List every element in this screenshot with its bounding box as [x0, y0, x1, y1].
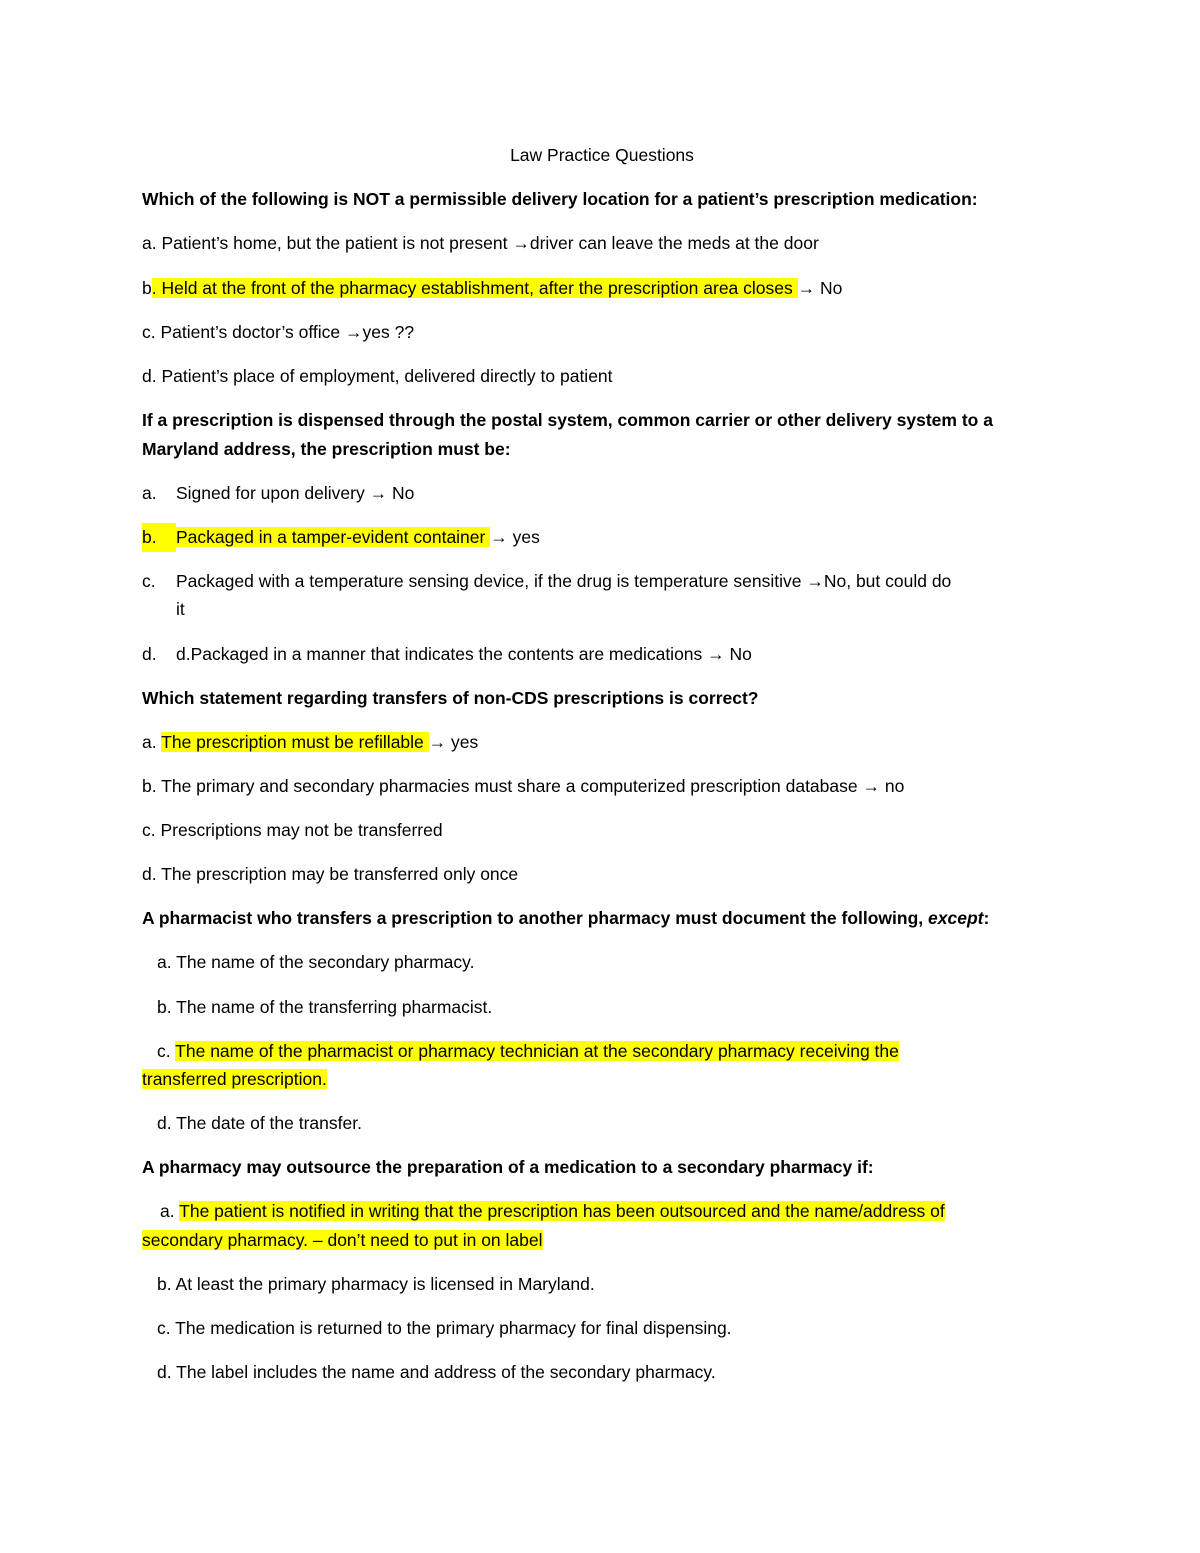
- option-label: b.: [142, 776, 157, 796]
- option-label: a.: [157, 952, 172, 972]
- option-note: yes ??: [362, 322, 415, 342]
- highlighted-answer: The name of the pharmacist or pharmacy technician at the secondary pharmacy receiving the: [175, 1041, 899, 1061]
- option-note: No: [387, 483, 415, 503]
- q2-option-b: [142, 523, 540, 552]
- option-label: d.: [142, 366, 157, 386]
- highlighted-answer: The prescription must be refillable: [161, 732, 429, 752]
- highlighted-answer: The patient is notified in writing that the prescription has been outsourced and the name/address of: [179, 1201, 945, 1221]
- highlighted-answer: . Held at the front of the pharmacy establishment, after the prescription area closes: [151, 278, 798, 298]
- q5-option-a: [160, 1197, 945, 1226]
- option-note: driver can leave the meds at the door: [529, 233, 819, 253]
- q4-option-b: [157, 993, 492, 1022]
- option-label: d.: [142, 864, 157, 884]
- arrow-icon: →: [369, 483, 388, 503]
- question-2-prompt-line1: If a prescription is dispensed through the postal system, common carrier or other delivery system to a: [142, 410, 993, 430]
- option-label: c.: [157, 1318, 171, 1338]
- page-title: Law Practice Questions: [510, 145, 694, 165]
- option-text: Signed for upon delivery: [176, 483, 370, 503]
- question-3-prompt: Which statement regarding transfers of non-CDS prescriptions is correct?: [142, 688, 759, 708]
- arrow-icon: →: [428, 732, 447, 752]
- q2-option-c: [142, 567, 951, 596]
- q4-option-c: [157, 1037, 899, 1066]
- option-label: c.: [142, 820, 156, 840]
- option-label: b.: [142, 523, 176, 552]
- option-text: The date of the transfer.: [176, 1113, 362, 1133]
- option-text: The primary and secondary pharmacies must share a computerized prescription database: [161, 776, 863, 796]
- option-text: Patient’s home, but the patient is not present: [161, 233, 513, 253]
- arrow-icon: →: [806, 571, 824, 591]
- arrow-icon: →: [512, 233, 530, 253]
- option-label: d.: [157, 1113, 172, 1133]
- option-label: c.: [142, 571, 156, 591]
- q3-option-b: [142, 772, 904, 801]
- highlighted-answer-continued: secondary pharmacy. – don’t need to put in on label: [142, 1230, 543, 1250]
- q3-option-c: [142, 816, 443, 845]
- highlighted-answer-continued: transferred prescription.: [142, 1069, 327, 1089]
- q2-option-d: [142, 640, 752, 669]
- option-note: yes: [507, 527, 540, 547]
- option-note: No, but could do: [823, 571, 952, 591]
- q5-option-b: [157, 1270, 595, 1299]
- option-text: The label includes the name and address of the secondary pharmacy.: [176, 1362, 716, 1382]
- question-2-prompt-line2: Maryland address, the prescription must be:: [142, 439, 511, 459]
- option-note: No: [815, 278, 843, 298]
- q3-option-d: [142, 860, 518, 889]
- arrow-icon: →: [797, 278, 816, 298]
- q1-option-c: [142, 318, 414, 347]
- option-text: The name of the transferring pharmacist.: [176, 997, 493, 1017]
- highlighted-answer: Packaged in a tamper-evident container: [176, 527, 491, 547]
- q2-option-c-continued: it: [176, 599, 185, 619]
- prompt-end: :: [983, 908, 990, 928]
- option-label: a.: [142, 732, 157, 752]
- option-text: Patient’s doctor’s office: [160, 322, 346, 342]
- option-text: Patient’s place of employment, delivered directly to patient: [161, 366, 613, 386]
- prompt-italic: except: [928, 908, 984, 928]
- q3-option-a: [142, 728, 478, 757]
- option-text: The medication is returned to the primary pharmacy for final dispensing.: [175, 1318, 732, 1338]
- option-label: a.: [142, 483, 157, 503]
- q5-option-a-continued: [142, 1226, 543, 1255]
- prompt-text: A pharmacist who transfers a prescription to another pharmacy must document the following,: [142, 908, 929, 928]
- q5-option-c: [157, 1314, 732, 1343]
- arrow-icon: →: [345, 322, 363, 342]
- option-label: d.: [157, 1362, 172, 1382]
- option-label: c.: [157, 1041, 171, 1061]
- option-label: b: [142, 278, 152, 298]
- option-note: no: [879, 776, 905, 796]
- q5-option-d: [157, 1358, 716, 1387]
- option-note: yes: [446, 732, 479, 752]
- option-text: The name of the secondary pharmacy.: [176, 952, 475, 972]
- arrow-icon: →: [707, 644, 725, 664]
- option-label: b.: [157, 1274, 172, 1294]
- option-note: No: [724, 644, 752, 664]
- question-4-prompt: [142, 904, 989, 933]
- question-5-prompt: A pharmacy may outsource the preparation of a medication to a secondary pharmacy if:: [142, 1157, 874, 1177]
- option-text: Prescriptions may not be transferred: [160, 820, 443, 840]
- arrow-icon: →: [862, 776, 880, 796]
- q4-option-a: [157, 948, 474, 977]
- option-label: c.: [142, 322, 156, 342]
- option-label: a.: [160, 1201, 175, 1221]
- option-text: Packaged with a temperature sensing device, if the drug is temperature sensitive: [176, 571, 807, 591]
- q1-option-b: [142, 274, 842, 303]
- option-label: a.: [142, 233, 157, 253]
- option-text: At least the primary pharmacy is licensed in Maryland.: [175, 1274, 595, 1294]
- arrow-icon: →: [490, 527, 508, 547]
- option-label: b.: [157, 997, 172, 1017]
- option-label: d.: [142, 644, 157, 664]
- q1-option-a: [142, 229, 819, 258]
- q4-option-d: [157, 1109, 362, 1138]
- question-1-prompt: Which of the following is NOT a permissible delivery location for a patient’s prescription medication:: [142, 189, 978, 209]
- q4-option-c-continued: [142, 1065, 327, 1094]
- q2-option-a: [142, 479, 414, 508]
- option-text: d.Packaged in a manner that indicates the contents are medications: [176, 644, 708, 664]
- q1-option-d: [142, 362, 613, 391]
- option-text: The prescription may be transferred only once: [161, 864, 519, 884]
